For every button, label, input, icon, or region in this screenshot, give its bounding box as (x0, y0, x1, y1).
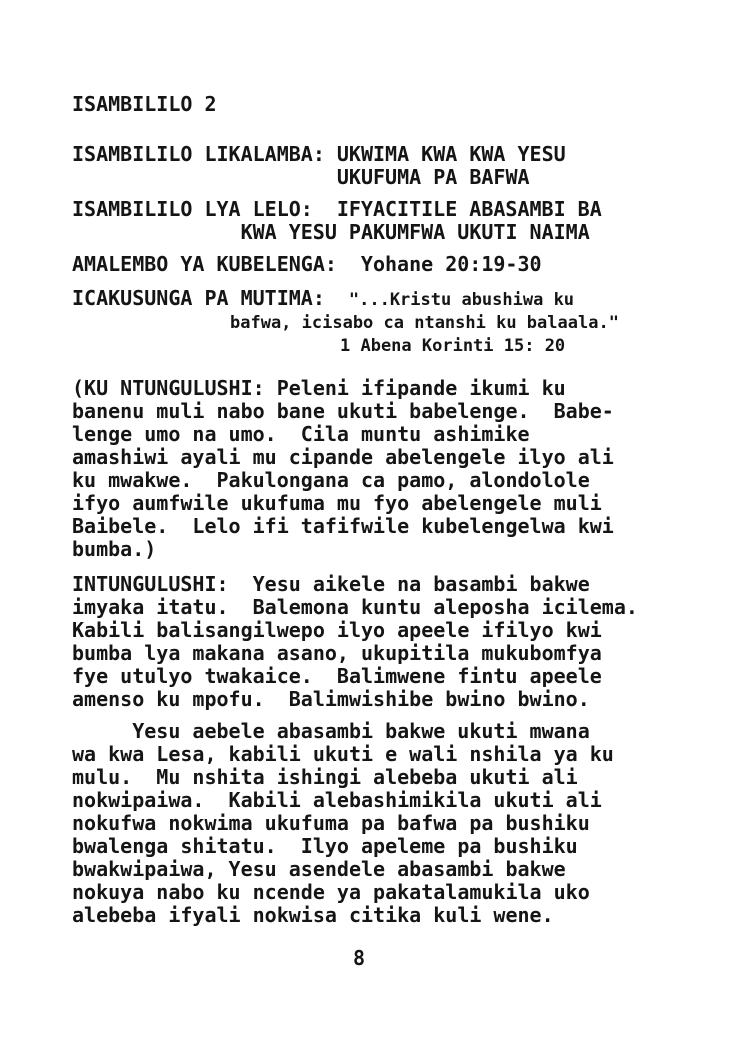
text-line: nokufwa nokwima ukufuma pa bafwa pa bushiku (72, 811, 590, 835)
text-line: amenso ku mpofu. Balimwishibe bwino bwino. (72, 687, 590, 711)
leader-note-paragraph (72, 377, 749, 561)
text-line: fye utulyo twakaice. Balimwene fintu apeele (72, 664, 602, 688)
todays-lesson-label: ISAMBILILO LYA LELO: (72, 197, 313, 221)
text-line: lenge umo na umo. Cila muntu ashimike (72, 422, 530, 446)
memory-verse-row (72, 287, 749, 312)
memory-verse-reference: 1 Abena Korinti 15: 20 (340, 336, 566, 356)
memory-verse-quote-line1: "...Kristu abushiwa ku (348, 290, 575, 310)
text-line: nokuya nabo ku ncende ya pakatalamukila uko (72, 880, 590, 904)
text-line: imyaka itatu. Balemona kuntu aleposha icilema. (72, 595, 638, 619)
text-line: nokwipaiwa. Kabili alebashimikila ukuti ali (72, 788, 602, 812)
main-lesson-row (72, 143, 749, 166)
todays-lesson-value-line1: IFYACITILE ABASAMBI BA (336, 197, 602, 221)
text-line: wa kwa Lesa, kabili ukuti e wali nshila ya ku (72, 742, 614, 766)
memory-verse-quote-line2: bafwa, icisabo ca ntanshi ku balaala." (230, 313, 619, 333)
text-line: Yesu aebele abasambi bakwe ukuti mwana (132, 719, 590, 743)
scripture-reading-value: Yohane 20:19-30 (360, 252, 542, 276)
text-line: ku mwakwe. Pakulongana ca pamo, alondolole (72, 468, 590, 492)
text-line: INTUNGULUSHI: Yesu aikele na basambi bakwe (72, 572, 590, 596)
page-title: ISAMBILILO 2 (72, 92, 217, 116)
text-line: banenu muli nabo bane ukuti babelenge. Babe- (72, 399, 614, 423)
page-number: 8 (353, 946, 366, 970)
text-line: amashiwi ayali mu cipande abelengele ilyo ali (72, 445, 614, 469)
text-line: ifyo aumfwile ukufuma mu fyo abelengele muli (72, 491, 602, 515)
introduction-paragraph (72, 573, 749, 711)
text-line: bumba.) (72, 537, 157, 561)
scripture-reading-label: AMALEMBO YA KUBELENGA: (72, 252, 337, 276)
todays-lesson-value-line2: KWA YESU PAKUMFWA UKUTI NAIMA (240, 220, 590, 244)
scripture-reading-row (72, 253, 749, 276)
todays-lesson-row (72, 198, 749, 221)
text-line: mulu. Mu nshita ishingi alebeba ukuti ali (72, 765, 578, 789)
main-lesson-value-line1: UKWIMA KWA KWA YESU (336, 142, 566, 166)
memory-verse-label: ICAKUSUNGA PA MUTIMA: (72, 286, 325, 310)
text-line: bwalenga shitatu. Ilyo apeleme pa bushiku (72, 834, 578, 858)
main-lesson-label: ISAMBILILO LIKALAMBA: (72, 142, 325, 166)
body-paragraph (72, 720, 749, 927)
text-line: Kabili balisangilwepo ilyo apeele ifilyo kwi (72, 618, 602, 642)
text-line: alebeba ifyali nokwisa citika kuli wene. (72, 903, 554, 927)
main-lesson-value-line2: UKUFUMA PA BAFWA (336, 165, 530, 189)
text-line: Baibele. Lelo ifi tafifwile kubelengelwa kwi (72, 514, 614, 538)
text-line: (KU NTUNGULUSHI: Peleni ifipande ikumi ku (72, 376, 566, 400)
text-line: bwakwipaiwa, Yesu asendele abasambi bakwe (72, 857, 566, 881)
text-line: bumba lya makana asano, ukupitila mukubomfya (72, 641, 602, 665)
